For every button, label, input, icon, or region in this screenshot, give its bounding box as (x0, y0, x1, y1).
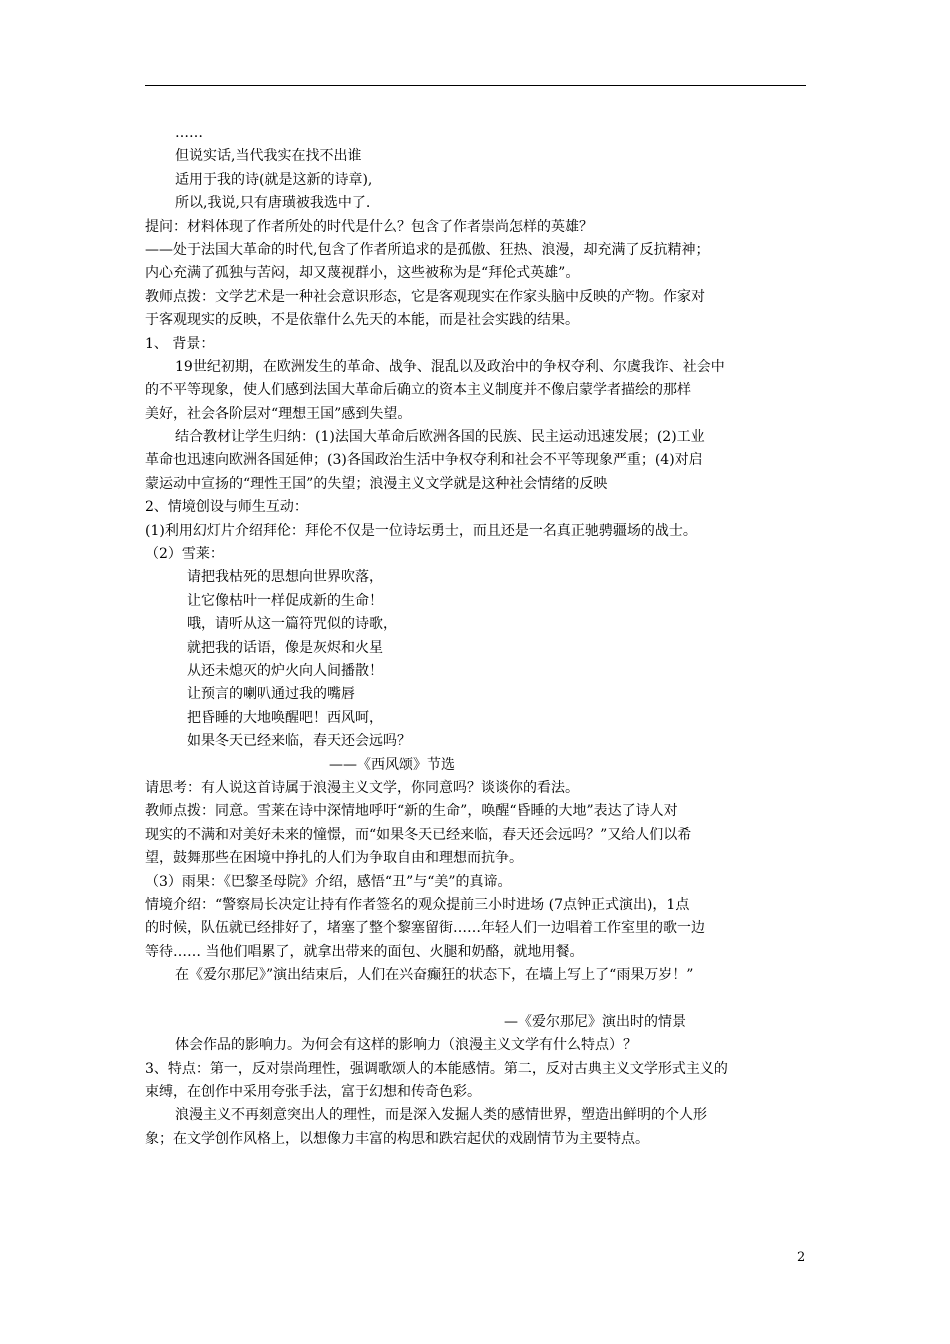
poem-line: 所以,我说,只有唐璜被我选中了. (175, 195, 371, 212)
teacher-note-line: 望，鼓舞那些在困境中挣扎的人们为争取自由和理想而抗争。 (145, 850, 523, 867)
poem-line: 把昏睡的大地唤醒吧！西风呵， (187, 709, 383, 726)
poem-line: 请把我枯死的思想向世界吹落， (187, 569, 383, 586)
ellipsis-line: …… (175, 125, 203, 141)
poem-line: 从还未熄灭的炉火向人间播散！ (187, 662, 383, 679)
page-number: 2 (797, 1250, 806, 1265)
page-body (145, 122, 810, 1151)
poem-line: 哦，请听从这一篇符咒似的诗歌， (187, 616, 397, 633)
poem-line: 但说实话,当代我实在找不出谁 (175, 148, 362, 165)
subheading-shelley: （2）雪莱： (145, 546, 224, 563)
paragraph-line: 19世纪初期，在欧洲发生的革命、战争、混乱以及政治中的争权夺利、尔虞我诈、社会中 (175, 358, 725, 375)
paragraph-line: 的时候，队伍就已经排好了，堵塞了整个黎塞留街……年轻人们一边唱着工作室里的歌一边 (145, 920, 705, 937)
paragraph-line: 在《爱尔那尼》”演出结束后，人们在兴奋癫狂的状态下，在墙上写上了“雨果万岁！” (175, 967, 694, 984)
question-line: 提问：材料体现了作者所处的时代是什么？包含了作者崇尚怎样的英雄？ (145, 218, 593, 235)
paragraph-line: 浪漫主义不再刻意突出人的理性，而是深入发掘人类的感情世界，塑造出鲜明的个人形 (175, 1107, 707, 1124)
answer-line: ——处于法国大革命的时代,包含了作者所追求的是孤傲、狂热、浪漫，却充满了反抗精神； (145, 241, 710, 258)
paragraph-line: 结合教材让学生归纳：(1)法国大革命后欧洲各国的民族、民主运动迅速发展；(2)工业 (175, 429, 705, 446)
poem-line: 就把我的话语，像是灰烬和火星 (187, 639, 383, 656)
paragraph-line: 革命也迅速向欧洲各国延伸；(3)各国政治生活中争权夺利和社会不平等现象严重；(4)对启 (145, 452, 703, 469)
poem-line: 如果冬天已经来临，春天还会远吗？ (187, 733, 411, 750)
poem-line: 让预言的喇叭通过我的嘴唇 (187, 686, 355, 703)
teacher-note-line: 现实的不满和对美好未来的憧憬，而“如果冬天已经来临，春天还会远吗？”又给人们以希 (145, 826, 692, 843)
paragraph-line: 束缚，在创作中采用夸张手法，富于幻想和传奇色彩。 (145, 1084, 481, 1101)
blank-line (145, 987, 810, 1010)
section-heading-background: 1、 背景： (145, 335, 215, 352)
section-heading-features: 3、特点：第一，反对崇尚理性，强调歌颂人的本能感情。第二，反对古典主义文学形式主义的 (145, 1060, 728, 1077)
paragraph-line: 等待…… 当他们唱累了，就拿出带来的面包、火腿和奶酪，就地用餐。 (145, 943, 584, 960)
section-heading-interaction: 2、情境创设与师生互动： (145, 499, 308, 516)
paragraph-line: 美好，社会各阶层对“理想王国”感到失望。 (145, 405, 412, 422)
poem-attribution: ——《西风颂》节选 (329, 756, 455, 773)
paragraph-line: 体会作品的影响力。为何会有这样的影响力（浪漫主义文学有什么特点）？ (175, 1037, 637, 1054)
poem-line: 适用于我的诗(就是这新的诗章), (175, 171, 373, 188)
teacher-note-line: 于客观现实的反映，不是依靠什么先天的本能，而是社会实践的结果。 (145, 312, 579, 329)
teacher-note-line: 教师点拨：文学艺术是一种社会意识形态，它是客观现实在作家头脑中反映的产物。作家对 (145, 288, 705, 305)
answer-line: 内心充满了孤独与苦闷，却又蔑视群小，这些被称为是“拜伦式英雄”。 (145, 265, 580, 282)
teacher-note-line: 教师点拨：同意。雪莱在诗中深情地呼吁“新的生命”，唤醒“昏睡的大地”表达了诗人对 (145, 803, 678, 820)
scene-attribution: —《爱尔那尼》演出时的情景 (504, 1013, 686, 1030)
paragraph-line: 蒙运动中宣扬的“理性王国”的失望；浪漫主义文学就是这种社会情绪的反映 (145, 475, 608, 492)
poem-line: 让它像枯叶一样促成新的生命！ (187, 592, 383, 609)
subheading-hugo: （3）雨果：《巴黎圣母院》介绍，感悟“丑”与“美”的真谛。 (145, 873, 512, 890)
paragraph-line: 的不平等现象，使人们感到法国大革命后确立的资本主义制度并不像启蒙学者描绘的那样 (145, 382, 691, 399)
paragraph-line: 情境介绍：“警察局长决定让持有作者签名的观众提前三小时进场 (7点钟正式演出)，1点 (145, 896, 690, 913)
question-line: 请思考：有人说这首诗属于浪漫主义文学，你同意吗？谈谈你的看法。 (145, 779, 579, 796)
paragraph-line: (1)利用幻灯片介绍拜伦：拜伦不仅是一位诗坛勇士，而且还是一名真正驰骋疆场的战士。 (145, 522, 697, 539)
header-rule (145, 85, 806, 86)
paragraph-line: 象；在文学创作风格上，以想像力丰富的构思和跌宕起伏的戏剧情节为主要特点。 (145, 1130, 649, 1147)
